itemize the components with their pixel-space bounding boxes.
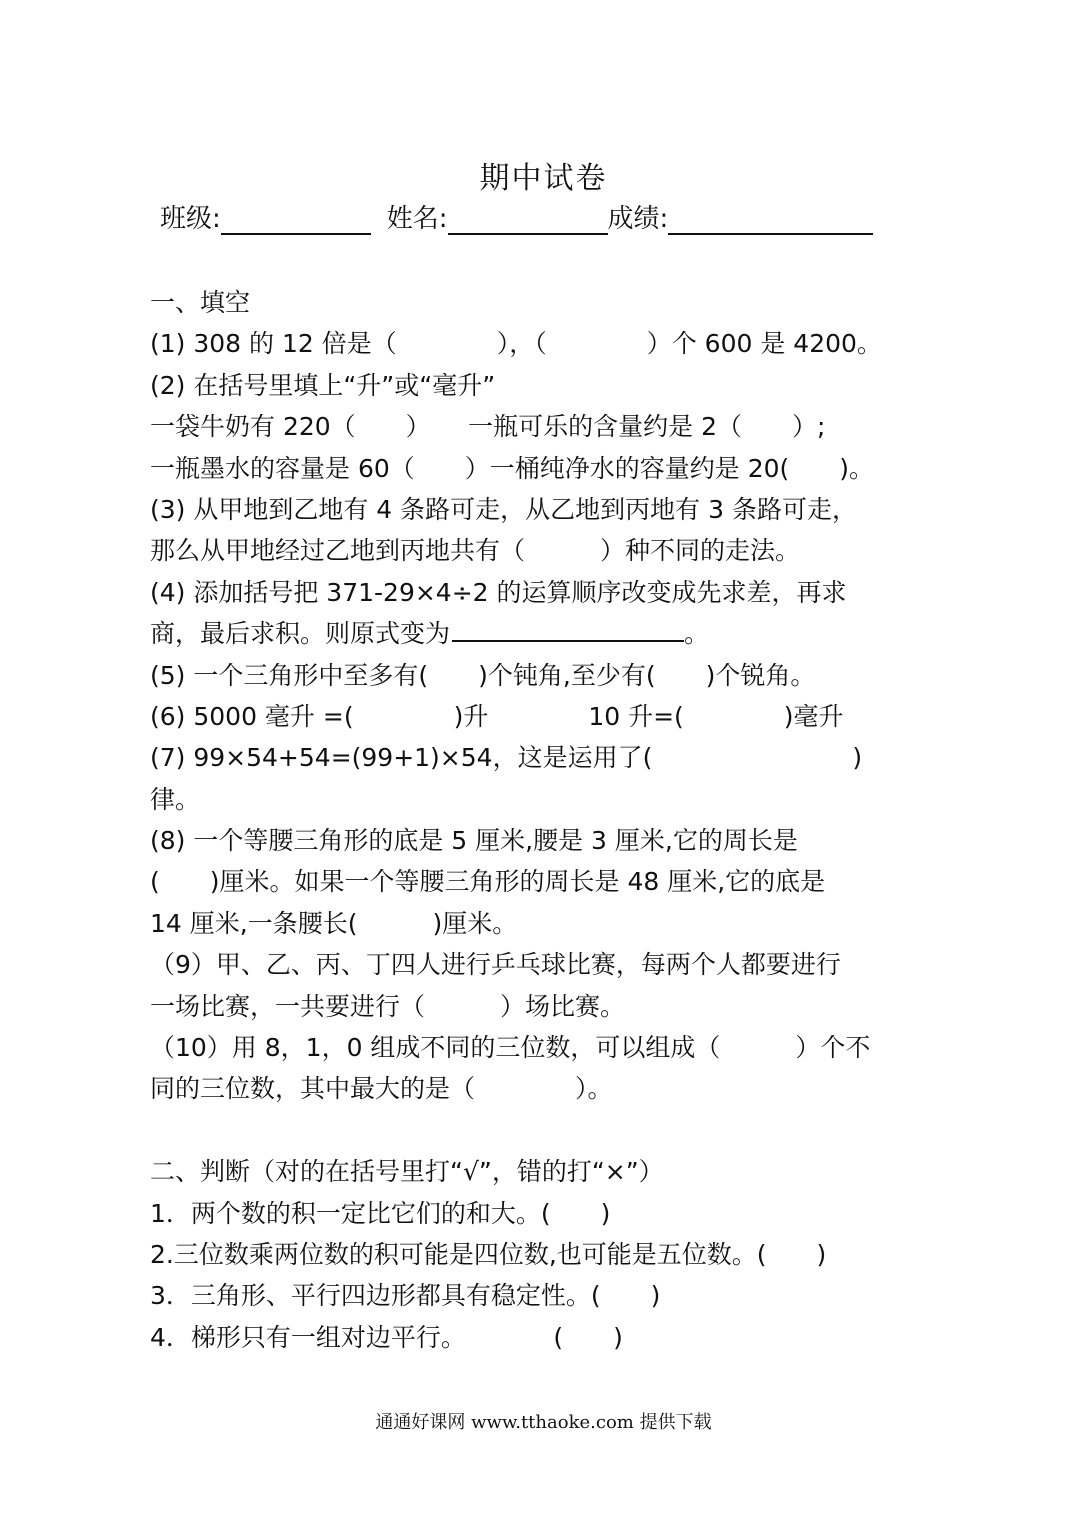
question-line: 律。 <box>150 784 201 814</box>
question-line: 一瓶墨水的容量是 60（ ）一桶纯净水的容量约是 20( )。 <box>150 453 875 483</box>
page-title: 期中试卷 <box>479 161 608 196</box>
question-line: 1．两个数的积一定比它们的和大。( ) <box>150 1198 611 1228</box>
footer-text: 通通好课网 www.tthaoke.com 提供下载 <box>375 1412 712 1433</box>
question-line: (7) 99×54+54=(99+1)×54，这是运用了( ) <box>150 743 863 773</box>
question-line: （9）甲、乙、丙、丁四人进行乒乓球比赛，每两个人都要进行 <box>150 950 841 980</box>
score-label: 成绩: <box>607 204 669 234</box>
question-line: 2.三位数乘两位数的积可能是四位数,也可能是五位数。( ) <box>150 1239 827 1269</box>
answer-blank[interactable] <box>452 614 684 642</box>
question-line: 14 厘米,一条腰长( )厘米。 <box>150 908 518 938</box>
section-heading: 一、填空 <box>150 288 251 317</box>
name-label: 姓名: <box>386 204 448 234</box>
question-line: 4．梯形只有一组对边平行。 ( ) <box>150 1322 623 1352</box>
student-info-row <box>160 198 920 235</box>
question-line: (6) 5000 毫升 =( )升 10 升=( )毫升 <box>150 701 844 731</box>
question-line: (8) 一个等腰三角形的底是 5 厘米,腰是 3 厘米,它的周长是 <box>150 826 798 856</box>
question-line: （10）用 8，1，0 组成不同的三位数，可以组成（ ）个不 <box>150 1033 871 1063</box>
question-line: 那么从甲地经过乙地到丙地共有（ ）种不同的走法。 <box>150 536 801 566</box>
class-label: 班级: <box>160 204 221 234</box>
section-gap <box>150 1110 950 1151</box>
question-line: ( )厘米。如果一个等腰三角形的周长是 48 厘米,它的底是 <box>150 867 826 897</box>
question-line: (3) 从甲地到乙地有 4 条路可走，从乙地到丙地有 3 条路可走， <box>150 494 857 524</box>
question-line: 同的三位数，其中最大的是（ ）。 <box>150 1074 613 1104</box>
question-line: (2) 在括号里填上“升”或“毫升” <box>150 370 496 400</box>
question-line: (5) 一个三角形中至多有( )个钝角,至少有( )个锐角。 <box>150 660 816 690</box>
question-line <box>150 613 950 654</box>
exam-content <box>150 282 950 1358</box>
section-heading: 二、判断（对的在括号里打“√”，错的打“×”） <box>150 1157 664 1187</box>
score-blank[interactable] <box>668 205 873 235</box>
question-text: 。 <box>684 619 710 649</box>
question-line: 一场比赛，一共要进行（ ）场比赛。 <box>150 991 626 1021</box>
class-blank[interactable] <box>221 205 371 235</box>
question-line: (4) 添加括号把 371-29×4÷2 的运算顺序改变成先求差，再求 <box>150 577 847 607</box>
question-text: 商，最后求积。则原式变为 <box>150 619 451 649</box>
name-blank[interactable] <box>448 205 608 235</box>
question-line: (1) 308 的 12 倍是（ ），（ ）个 600 是 4200。 <box>150 329 882 359</box>
question-line: 一袋牛奶有 220（ ） 一瓶可乐的含量约是 2（ ）; <box>150 412 826 442</box>
question-line: 3．三角形、平行四边形都具有稳定性。( ) <box>150 1281 661 1311</box>
